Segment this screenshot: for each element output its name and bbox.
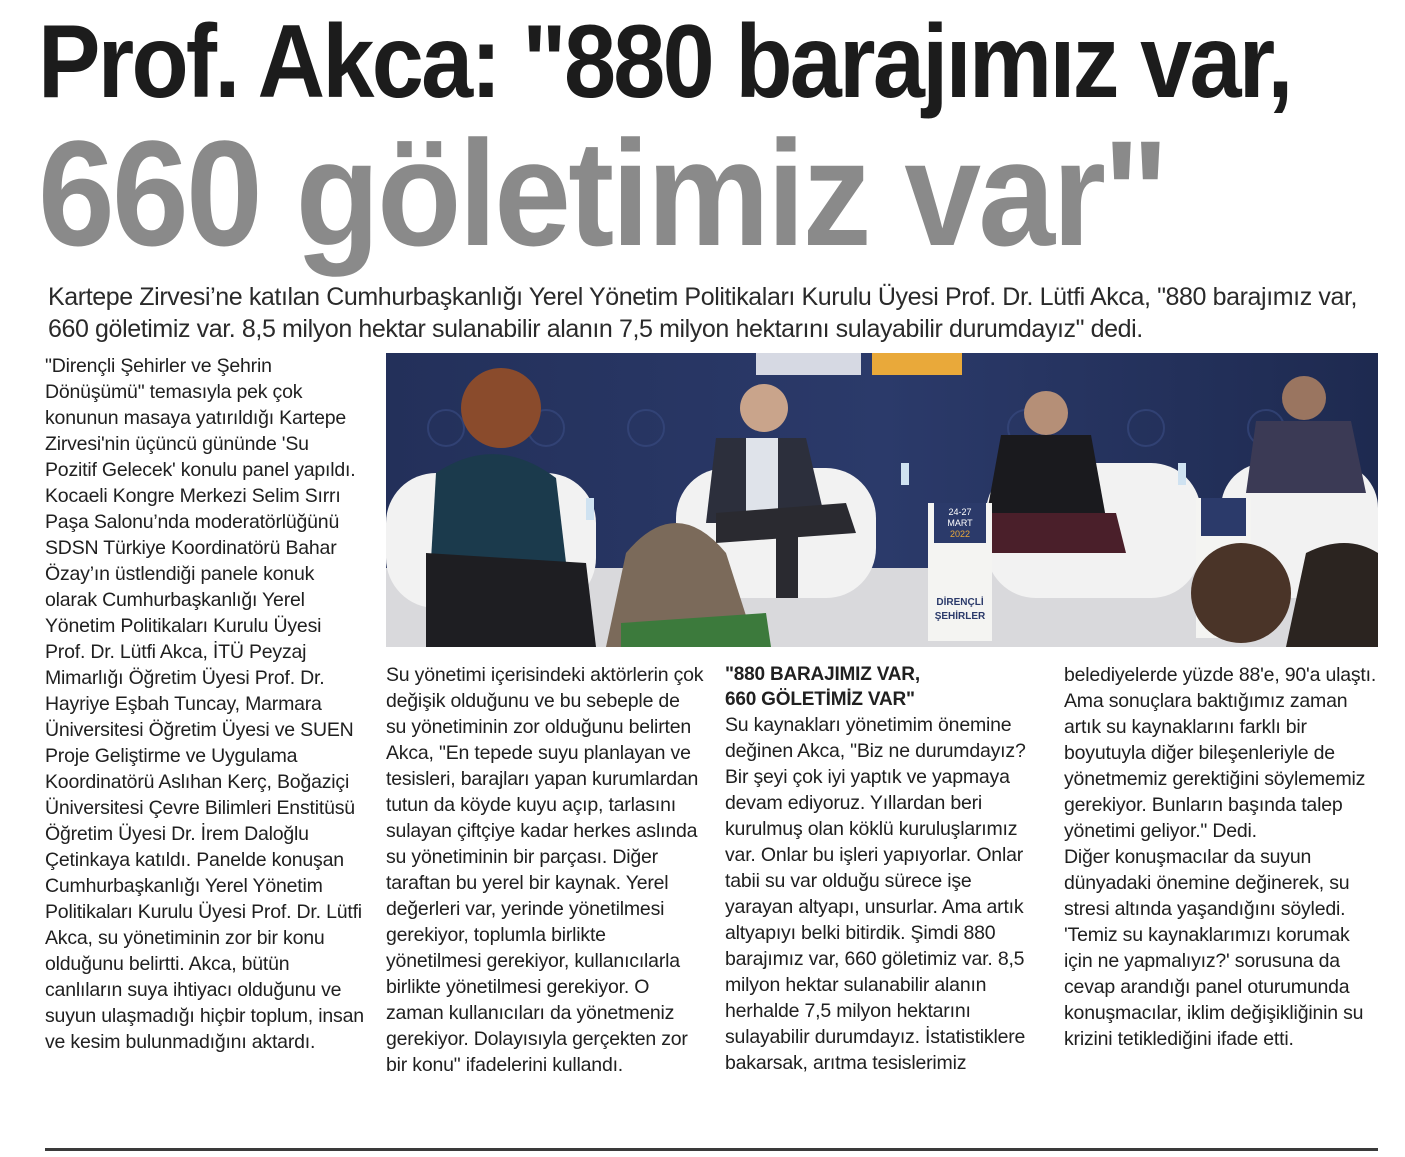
column-1-text: "Dirençli Şehirler ve Şehrin Dönüşümü" temasıyla pek çok konunun masaya yatırıldığı Kartepe Zirvesi'nin üçüncü gününde 'Su Pozitif Gelecek' konulu panel yapıldı. Kocaeli Kongre Merkezi Selim Sırrı Paşa Salonu’nda moderatörlüğünü SDSN Türkiye Koordinatörü Bahar Özay’ın üstlendiği panele konuk olarak Cumhurbaşkanlığı Yerel Yönetim Politikaları Kurulu Üyesi Prof. Dr. Lütfi Akca, İTÜ Peyzaj Mimarlığı Öğretim Üyesi Prof. Dr. Hayriye Eşbah Tuncay, Marmara Üniversitesi Öğretim Üyesi ve SUEN Proje Geliştirme ve Uygulama Koordinatörü Aslıhan Kerç, Boğaziçi Üniversitesi Çevre Bilimleri Enstitüsü Öğretim Üyesi Dr. İrem Daloğlu Çetinkaya katıldı. Panelde konuşan Cumhurbaşkanlığı Yerel Yönetim Politikaları Kurulu Üyesi Prof. Dr. Lütfi Akca, su yönetiminin zor bir konu olduğunu belirtti. Akca, bütün canlıların suya ihtiyacı olduğunu ve suyun ulaşmadığı hiçbir toplum, insan ve kesim bulunmadığını aktardı. xyxy=(45,355,364,1053)
subhead-line-1: "880 BARAJIMIZ VAR, xyxy=(725,664,920,685)
column-4-paragraph-2: Diğer konuşmacılar da suyun dünyadaki önemine değinerek, su stresi altında yaşandığını söyledi. 'Temiz su kaynaklarımızı korumak için ne yapmalıyız?' sorusuna da cevap arandığı panel oturumunda konuşmacılar, iklim değişikliğinin su krizini tetiklediğini ifade etti. xyxy=(1064,846,1364,1050)
column-3-text: Su kaynakları yönetimim önemine değinen Akca, "Biz ne durumdayız? Bir şeyi çok iyi yaptık ve yapmaya devam ediyoruz. Yıllardan beri kurulmuş olan köklü kuruluşlarımız var. Onlar bu işleri yapıyorlar. Onlar tabii su var olduğu sürece işe yarayan altyapı, unsurlar. Ama artık altyapıyı belki bitirdik. Şimdi 880 barajımız var, 660 göletimiz var. 8,5 milyon hektar sulanabilir alanın herhalde 7,5 milyon hektarını sulayabilir durumdayız. İstatistiklere bakarsak, arıtma tesislerimiz xyxy=(725,714,1026,1074)
subhead-line-2: 660 GÖLETİMİZ VAR" xyxy=(725,689,915,710)
article-column-3 xyxy=(725,662,1043,1076)
panel-photo-illustration xyxy=(386,353,1378,647)
badge-line-2: MART xyxy=(947,518,973,528)
badge-line-3: 2022 xyxy=(949,529,971,539)
sign-text-1: DİRENÇLİ xyxy=(936,597,984,608)
badge-line-1: 24-27 xyxy=(948,507,972,517)
headline-line-1: Prof. Akca: "880 barajımız var, xyxy=(38,4,1291,120)
sign-text-2: ŞEHİRLER xyxy=(934,611,986,622)
article-column-1 xyxy=(45,353,365,1055)
lead-paragraph: Kartepe Zirvesi’ne katılan Cumhurbaşkanlığı Yerel Yönetim Politikaları Kurulu Üyesi Prof. Dr. Lütfi Akca, "880 barajımız var, 660 göletimiz var. 8,5 milyon hektar sulanabilir alanın 7,5 milyon hektarını sulayabilir durumdayız" dedi. xyxy=(48,283,1358,343)
column-4-paragraph-1: belediyelerde yüzde 88'e, 90'a ulaştı. Ama sonuçlara baktığımız zaman artık su kaynaklarını farklı bir boyutuyla diğer bileşenleriyle de yönetmemiz gerektiğini söylememiz gerekiyor. Bunların başında talep yönetimi geliyor." Dedi. xyxy=(1064,664,1377,842)
article-column-4 xyxy=(1064,662,1382,1052)
panel-photo xyxy=(386,353,1378,647)
bottom-rule xyxy=(45,1148,1378,1151)
headline-line-2: 660 göletimiz var" xyxy=(38,109,1166,277)
article-column-2 xyxy=(386,662,704,1078)
column-2-text: Su yönetimi içerisindeki aktörlerin çok değişik olduğunu ve bu sebeple de su yönetiminin zor olduğunu belirten Akca, "En tepede suyu planlayan ve tesisleri, barajları yapan kurumlardan tutun da köyde kuyu açıp, tarlasını sulayan çiftçiye kadar herkes aslında su yönetiminin bir parçası. Diğer taraftan bu yerel bir kaynak. Yerel değerleri var, yerinde yönetilmesi gerekiyor, toplumla birlikte yönetilmesi gerekiyor, kullanıcılarla birlikte yönetilmesi gerekiyor. O zaman kullanıcıları da yönetmeniz gerekiyor. Dolayısıyla gerçekten zor bir konu" ifadelerini kullandı. xyxy=(386,664,704,1076)
